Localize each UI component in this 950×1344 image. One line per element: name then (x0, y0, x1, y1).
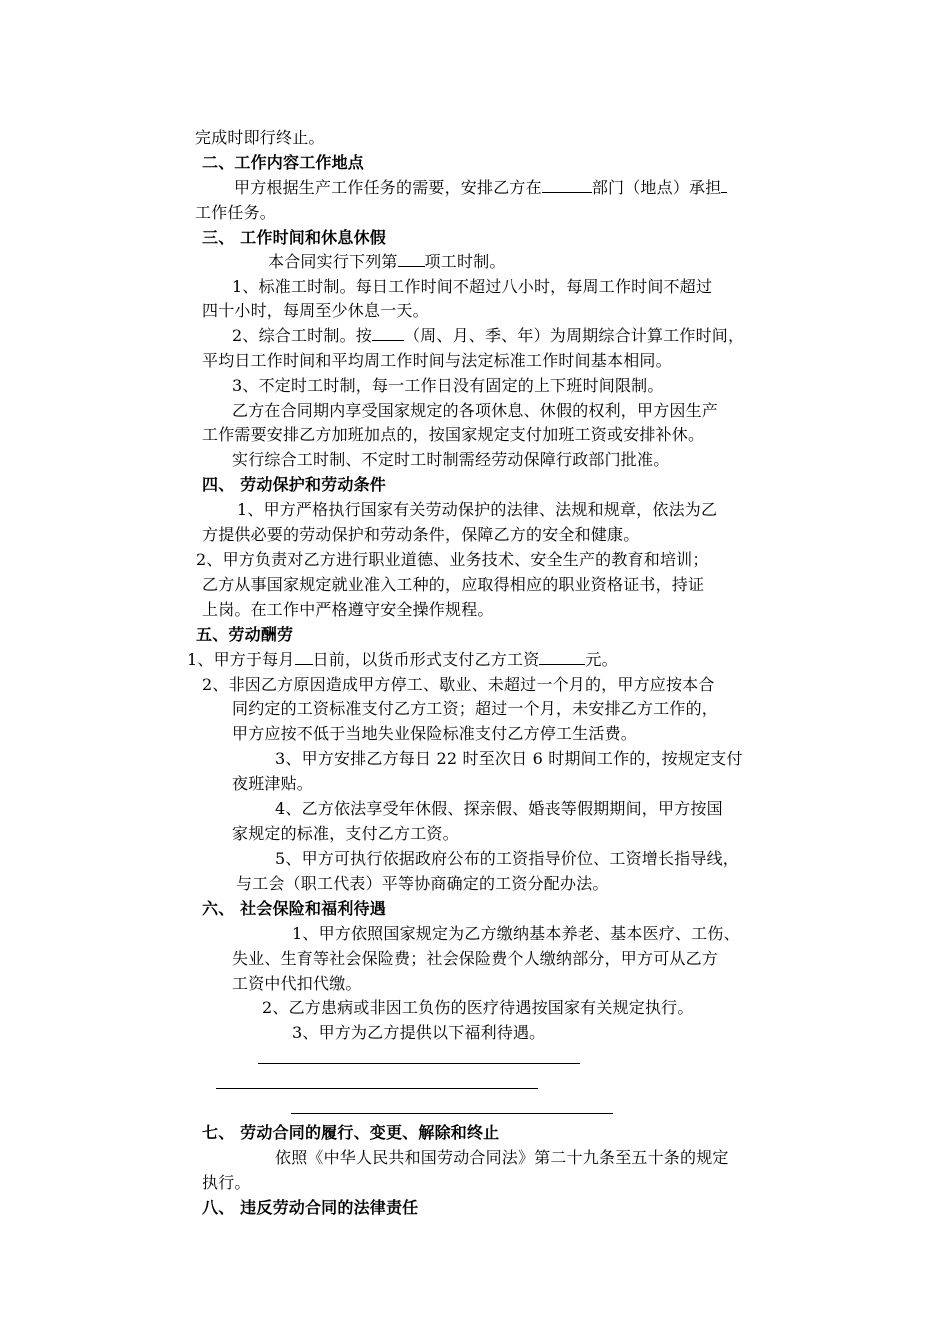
paragraph-line: 方提供必要的劳动保护和劳动条件，保障乙方的安全和健康。 (202, 525, 640, 544)
paragraph-line: 2、乙方患病或非因工负伤的医疗待遇按国家有关规定执行。 (262, 998, 694, 1017)
paragraph-line: 家规定的标准，支付乙方工资。 (232, 824, 459, 843)
blank-field (721, 178, 727, 193)
paragraph-line: 夜班津贴。 (232, 774, 314, 793)
paragraph-line: 平均日工作时间和平均周工作时间与法定标准工作时间基本相同。 (202, 351, 672, 370)
section-heading: 五、劳动酬劳 (196, 625, 294, 644)
paragraph-line: 工作需要安排乙方加班加点的，按国家规定支付加班工资或安排补休。 (202, 425, 705, 444)
paragraph-line: 甲方根据生产工作任务的需要，安排乙方在 部门（地点）承担 (234, 178, 727, 198)
paragraph-line: 依照《中华人民共和国劳动合同法》第二十九条至五十条的规定 (275, 1148, 729, 1167)
section-heading: 二、工作内容工作地点 (202, 153, 365, 172)
section-heading: 八、 违反劳动合同的法律责任 (202, 1198, 419, 1217)
section-heading: 七、 劳动合同的履行、变更、解除和终止 (202, 1123, 500, 1142)
paragraph-line: 乙方在合同期内享受国家规定的各项休息、休假的权利，甲方因生产 (232, 401, 719, 420)
blank-field (542, 178, 592, 193)
paragraph-line: 乙方从事国家规定就业准入工种的，应取得相应的职业资格证书，持证 (202, 575, 705, 594)
paragraph-line: 2、综合工时制。按 （周、月、季、年）为周期综合计算工作时间， (232, 326, 745, 345)
paragraph-line: 3、甲方为乙方提供以下福利待遇。 (292, 1023, 546, 1042)
paragraph-line: 执行。 (202, 1173, 251, 1192)
paragraph-line: 3、不定时工时制，每一工作日没有固定的上下班时间限制。 (232, 376, 664, 395)
fill-in-line (216, 1088, 538, 1089)
paragraph-line: 2、非因乙方原因造成甲方停工、歇业、未超过一个月的，甲方应按本合 (202, 675, 715, 694)
paragraph-line: 本合同实行下列第 项工时制。 (268, 252, 506, 271)
paragraph-line: 4、乙方依法享受年休假、探亲假、婚丧等假期期间，甲方按国 (275, 799, 723, 818)
blank-field (372, 326, 404, 341)
paragraph-line: 3、甲方安排乙方每日 22 时至次日 6 时期间工作的，按规定支付 (275, 749, 743, 768)
paragraph-line: 上岗。在工作中严格遵守安全操作规程。 (202, 600, 494, 619)
paragraph-line: 完成时即行终止。 (195, 128, 325, 147)
paragraph-line: 1、标准工时制。每日工作时间不超过八小时，每周工作时间不超过 (232, 277, 713, 296)
paragraph-line: 失业、生育等社会保险费；社会保险费个人缴纳部分，甲方可从乙方 (232, 949, 719, 968)
paragraph-line: 工作任务。 (195, 203, 277, 222)
paragraph-line: 同约定的工资标准支付乙方工资；超过一个月，未安排乙方工作的， (232, 699, 719, 718)
section-heading: 六、 社会保险和福利待遇 (202, 899, 386, 918)
paragraph-line: 5、甲方可执行依据政府公布的工资指导价位、工资增长指导线， (275, 849, 739, 868)
fill-in-line (258, 1063, 580, 1064)
paragraph-line: 2、甲方负责对乙方进行职业道德、业务技术、安全生产的教育和培训； (196, 550, 709, 569)
paragraph-line: 与工会（职工代表）平等协商确定的工资分配办法。 (236, 874, 609, 893)
section-heading: 四、 劳动保护和劳动条件 (202, 475, 386, 494)
blank-field (398, 252, 425, 267)
paragraph-line: 1、甲方严格执行国家有关劳动保护的法律、法规和规章，依法为乙 (237, 500, 718, 519)
paragraph-line: 1、甲方依照国家规定为乙方缴纳基本养老、基本医疗、工伤、 (292, 924, 740, 943)
paragraph-line: 工资中代扣代缴。 (232, 974, 362, 993)
section-heading: 三、 工作时间和休息休假 (202, 228, 386, 247)
paragraph-line: 甲方应按不低于当地失业保险标准支付乙方停工生活费。 (232, 724, 638, 743)
paragraph-line: 四十小时，每周至少休息一天。 (202, 301, 429, 320)
fill-in-line (291, 1113, 613, 1114)
blank-field (539, 650, 585, 665)
paragraph-line: 1、甲方于每月 日前，以货币形式支付乙方工资 元。 (187, 650, 618, 669)
blank-field (295, 650, 313, 665)
paragraph-line: 实行综合工时制、不定时工时制需经劳动保障行政部门批准。 (232, 450, 670, 469)
